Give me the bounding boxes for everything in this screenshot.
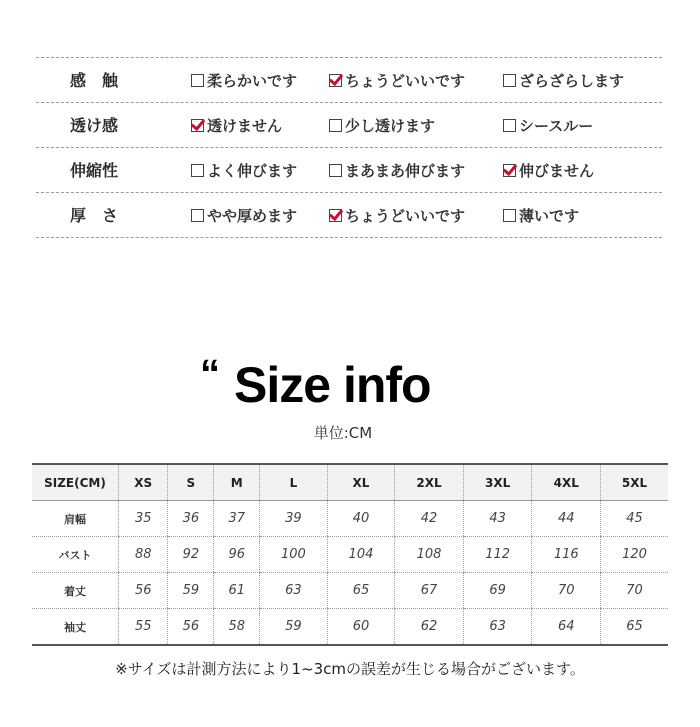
attr-option (191, 58, 297, 104)
attr-option (329, 103, 435, 149)
option-label: 伸びません (519, 162, 595, 180)
checkbox-icon (329, 119, 342, 132)
table-cell: 35 (119, 501, 168, 537)
checked-checkbox-icon (503, 164, 516, 177)
table-row (32, 537, 668, 573)
option-label: やや厚めます (207, 207, 298, 225)
checkbox-icon (503, 209, 516, 222)
header-cell: 5XL (601, 464, 668, 501)
row-label: 袖丈 (32, 609, 119, 646)
table-cell: 96 (214, 537, 260, 573)
table-cell: 37 (214, 501, 260, 537)
row-label: バスト (32, 537, 119, 573)
table-cell: 62 (395, 609, 464, 646)
attr-option (503, 103, 593, 149)
checkbox-icon (191, 164, 204, 177)
attr-row-thickness (36, 193, 662, 237)
header-cell: 3XL (463, 464, 532, 501)
table-cell: 63 (260, 573, 328, 609)
table-cell: 100 (260, 537, 328, 573)
table-cell: 65 (601, 609, 668, 646)
table-cell: 45 (601, 501, 668, 537)
option-label: シースルー (519, 117, 594, 135)
checked-checkbox-icon (329, 74, 342, 87)
table-cell: 64 (532, 609, 601, 646)
header-cell: 2XL (395, 464, 464, 501)
checkbox-icon (503, 119, 516, 132)
attr-label: 感 触 (70, 71, 119, 90)
header-cell: XS (119, 464, 168, 501)
header-cell: L (260, 464, 328, 501)
option-label: 透けません (207, 117, 283, 135)
attr-label: 透け感 (70, 116, 119, 135)
attr-row-stretch (36, 148, 662, 192)
table-cell: 108 (395, 537, 464, 573)
size-header-row (32, 464, 668, 501)
checked-checkbox-icon (329, 209, 342, 222)
table-cell: 56 (168, 609, 214, 646)
table-cell: 69 (463, 573, 532, 609)
option-label: まあまあ伸びます (345, 162, 466, 180)
table-cell: 58 (214, 609, 260, 646)
attr-option (191, 193, 297, 239)
table-cell: 56 (119, 573, 168, 609)
attr-option (503, 58, 624, 104)
table-cell: 39 (260, 501, 328, 537)
option-label: ちょうどいいです (345, 207, 466, 225)
option-label: よく伸びます (207, 162, 298, 180)
table-cell: 67 (395, 573, 464, 609)
header-cell: S (168, 464, 214, 501)
option-label: ざらざらします (519, 72, 625, 90)
header-cell: 4XL (532, 464, 601, 501)
measurement-footnote: ※サイズは計測方法により1~3cmの誤差が生じる場合がございます。 (115, 660, 585, 678)
attr-label: 伸縮性 (70, 161, 119, 180)
table-cell: 36 (168, 501, 214, 537)
table-cell: 112 (463, 537, 532, 573)
table-cell: 43 (463, 501, 532, 537)
table-cell: 92 (168, 537, 214, 573)
table-row (32, 501, 668, 537)
table-row (32, 573, 668, 609)
header-cell: SIZE(CM) (32, 464, 119, 501)
quote-mark: “ (200, 352, 220, 396)
table-cell: 61 (214, 573, 260, 609)
attr-option (503, 193, 579, 239)
size-info-title: Size info (234, 357, 431, 413)
fabric-attributes-table (36, 57, 662, 238)
option-label: ちょうどいいです (345, 72, 466, 90)
table-cell: 65 (327, 573, 395, 609)
attr-option (329, 58, 465, 104)
table-cell: 40 (327, 501, 395, 537)
table-cell: 59 (260, 609, 328, 646)
checkbox-icon (503, 74, 516, 87)
attr-option (191, 103, 282, 149)
table-cell: 44 (532, 501, 601, 537)
attr-row-transparency (36, 103, 662, 147)
row-label: 肩幅 (32, 501, 119, 537)
table-cell: 42 (395, 501, 464, 537)
attr-row-texture (36, 58, 662, 102)
attr-option (329, 193, 465, 239)
table-cell: 116 (532, 537, 601, 573)
attr-label: 厚 さ (70, 206, 119, 225)
header-cell: XL (327, 464, 395, 501)
table-row (32, 609, 668, 646)
table-cell: 70 (532, 573, 601, 609)
checked-checkbox-icon (191, 119, 204, 132)
attr-option (329, 148, 465, 194)
table-cell: 59 (168, 573, 214, 609)
checkbox-icon (191, 74, 204, 87)
table-cell: 60 (327, 609, 395, 646)
size-table (32, 463, 668, 646)
attr-option (191, 148, 297, 194)
attr-option (503, 148, 594, 194)
checkbox-icon (191, 209, 204, 222)
option-label: 薄いです (519, 207, 580, 225)
checkbox-icon (329, 164, 342, 177)
table-cell: 55 (119, 609, 168, 646)
option-label: 少し透けます (345, 117, 436, 135)
size-info-heading (200, 352, 431, 414)
table-cell: 88 (119, 537, 168, 573)
table-cell: 63 (463, 609, 532, 646)
row-label: 着丈 (32, 573, 119, 609)
table-cell: 104 (327, 537, 395, 573)
table-cell: 70 (601, 573, 668, 609)
option-label: 柔らかいです (207, 72, 298, 90)
table-cell: 120 (601, 537, 668, 573)
header-cell: M (214, 464, 260, 501)
unit-label: 単位:CM (313, 424, 373, 442)
